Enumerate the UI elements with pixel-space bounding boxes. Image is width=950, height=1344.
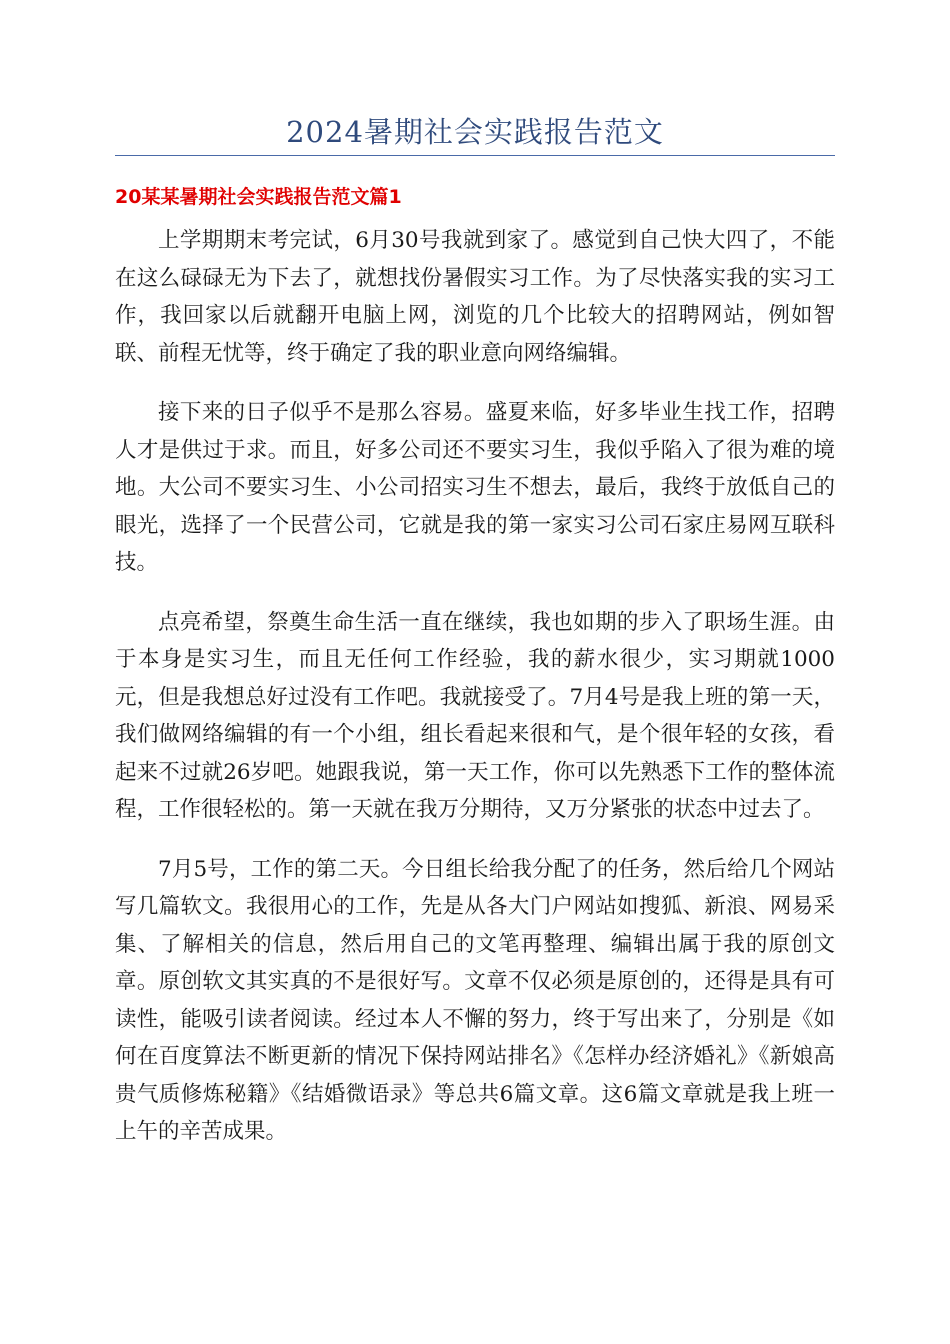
document-title: 2024暑期社会实践报告范文 bbox=[286, 115, 664, 149]
section-heading: 20某某暑期社会实践报告范文篇1 bbox=[115, 186, 402, 208]
body-paragraph: 接下来的日子似乎不是那么容易。盛夏来临，好多毕业生找工作，招聘人才是供过于求。而且，好多公司还不要实习生，我似乎陷入了很为难的境地。大公司不要实习生、小公司招实习生不想去，最后，我终于放低自己的眼光，选择了一个民营公司，它就是我的第一家实习公司石家庄易网互联科技。 bbox=[115, 400, 835, 575]
body-paragraph: 7月5号，工作的第二天。今日组长给我分配了的任务，然后给几个网站写几篇软文。我很用心的工作，先是从各大门户网站如搜狐、新浪、网易采集、了解相关的信息，然后用自己的文笔再整理、编辑出属于我的原创文章。原创软文其实真的不是很好写。文章不仅必须是原创的，还得是具有可读性，能吸引读者阅读。经过本人不懈的努力，终于写出来了，分别是《如何在百度算法不断更新的情况下保持网站排名》《怎样办经济婚礼》《新娘高贵气质修炼秘籍》《结婚微语录》等总共6篇文章。这6篇文章就是我上班一上午的辛苦成果。 bbox=[115, 856, 835, 1144]
body-paragraph: 点亮希望，祭奠生命生活一直在继续，我也如期的步入了职场生涯。由于本身是实习生，而且无任何工作经验，我的薪水很少，实习期就1000元，但是我想总好过没有工作吧。我就接受了。7月4号是我上班的第一天，我们做网络编辑的有一个小组，组长看起来很和气，是个很年轻的女孩，看起来不过就26岁吧。她跟我说，第一天工作，你可以先熟悉下工作的整体流程，工作很轻松的。第一天就在我万分期待，又万分紧张的状态中过去了。 bbox=[115, 609, 835, 822]
title-underline-divider bbox=[115, 155, 835, 156]
body-paragraph: 上学期期末考完试，6月30号我就到家了。感觉到自己快大四了，不能在这么碌碌无为下去了，就想找份暑假实习工作。为了尽快落实我的实习工作，我回家以后就翻开电脑上网，浏览的几个比较大的招聘网站，例如智联、前程无忧等，终于确定了我的职业意向网络编辑。 bbox=[115, 228, 835, 366]
document-body bbox=[115, 222, 835, 1173]
